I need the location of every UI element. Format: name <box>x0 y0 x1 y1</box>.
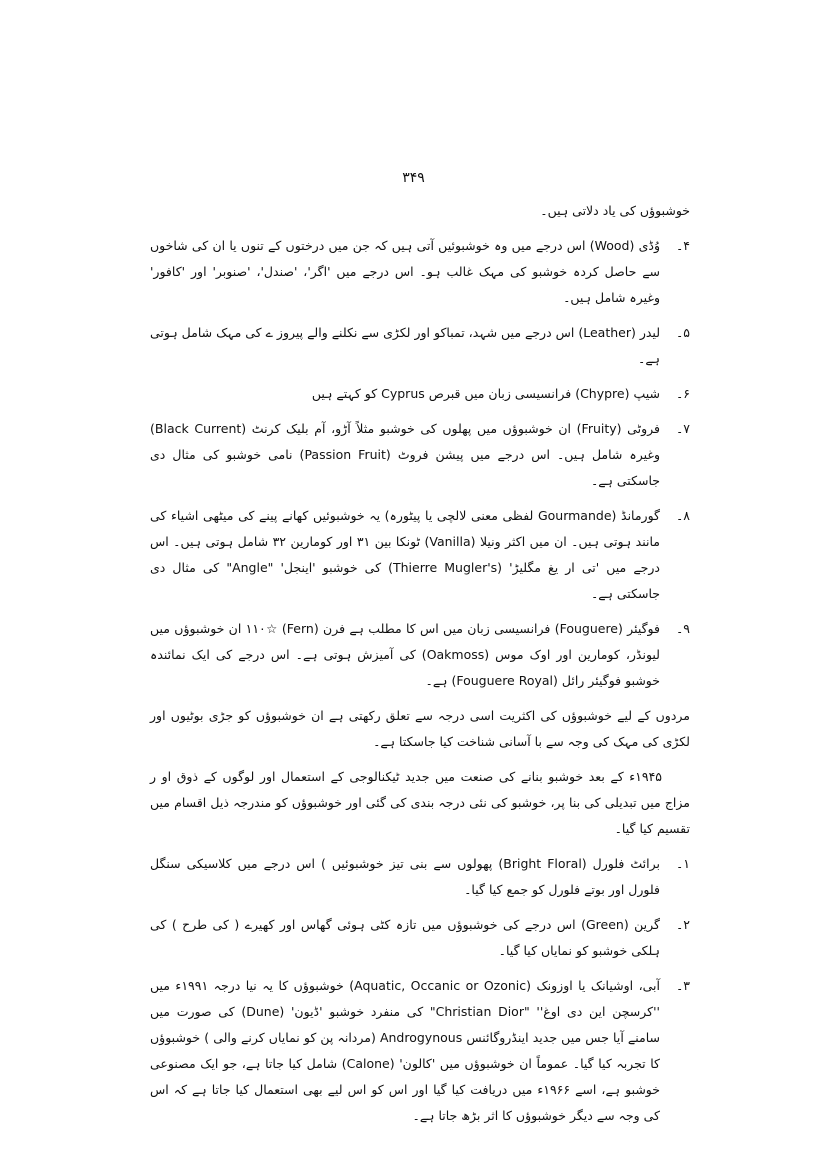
list-item <box>150 320 690 372</box>
item-number: ۳۔ <box>675 978 690 993</box>
item-text: گرین (Green) اس درجے کی خوشبوؤں میں تازہ کٹی ہوئی گھاس اور کھیرے ( کی طرح ) کی ہلکی خوشبو کو نمایاں کیا گیا۔ <box>150 917 660 958</box>
list-item <box>150 912 690 964</box>
item-number: ۲۔ <box>675 917 690 932</box>
page-number: ۳۴۹ <box>402 170 425 186</box>
item-text: گورمانڈ (Gourmande لفظی معنی لالچی یا پیٹورہ) یہ خوشبوئیں کھانے پینے کی میٹھی اشیاء کی مانند ہوتی ہیں۔ ان میں اکثر ونیلا (Vanilla) ٹونکا بین ۳۱ اور کومارین ۳۲ شامل ہوتی ہیں۔ اس درجے میں 'تی ار یغ مگلیڑ' (Thierre Mugler's) کی خوشبو 'اینجل' "Angle" کی مثال دی جاسکتی ہے۔ <box>150 508 661 601</box>
list-item <box>150 851 690 903</box>
item-text: فروٹی (Fruity) ان خوشبوؤں میں پھلوں کی خوشبو مثلاً آڑو، آم بلیک کرنٹ (Black Current) وغیرہ شامل ہیں۔ اس درجے میں پیشن فروٹ (Passion Fruit) نامی خوشبو کی مثال دی جاسکتی ہے۔ <box>150 421 660 488</box>
item-number: ۸۔ <box>675 508 690 523</box>
item-text: برائٹ فلورل (Bright Floral) پھولوں سے بنی تیز خوشبوئیں ) اس درجے میں کلاسیکی سنگل فلورل اور بوتے فلورل کو جمع کیا گیا۔ <box>150 856 660 897</box>
document-body <box>150 198 690 1138</box>
item-text: فوگیئر (Fouguere) فرانسیسی زبان میں اس کا مطلب ہے فرن (Fern) ☆۱۱۰ ان خوشبوؤں میں لیونڈر، کومارین اور اوک موس (Oakmoss) کی آمیزش ہوتی ہے۔ اس درجے کی ایک نمائندہ خوشبو فوگیئر رائل (Fouguere Royal) ہے۔ <box>150 621 660 688</box>
fragrance-list-b <box>150 851 690 1129</box>
list-item <box>150 973 690 1129</box>
item-text: آبی، اوشیانک یا اوزونک (Aquatic, Occanic or Ozonic) خوشبوؤں کا یہ نیا درجہ ۱۹۹۱ء میں ''کرسچن این دی اوغ'' "Christian Dior" کی منفرد خوشبو 'ڈیون' (Dune) کی صورت میں سامنے آیا جس میں جدید اینڈروگائنس Androgynous (مردانہ پن کو نمایاں کرنے والی ) خوشبوؤں کا تجربہ کیا گیا۔ عموماً ان خوشبوؤں میں 'کالون' (Calone) شامل کیا جاتا ہے، جو ایک مصنوعی خوشبو ہے، اسے ۱۹۶۶ء میں دریافت کیا گیا اور اس کو اس لیے بھی استعمال کیا جاتا ہے کہ اس کی وجہ سے دیگر خوشبوؤں کا اثر بڑھ جاتا ہے۔ <box>150 978 661 1123</box>
list-item <box>150 381 690 407</box>
item-number: ۱۔ <box>675 856 690 871</box>
item-text: لیدر (Leather) اس درجے میں شہد، تمباکو اور لکڑی سے نکلنے والے پیروز ے کی مہک شامل ہوتی ہے۔ <box>150 325 661 366</box>
item-number: ۷۔ <box>675 421 690 436</box>
paragraph-1945: ۱۹۴۵ء کے بعد خوشبو بنانے کی صنعت میں جدید ٹیکنالوجی کے استعمال اور لوگوں کے ذوق او ر مزاج میں تبدیلی کی بنا پر، خوشبو کی نئی درجہ بندی کی گئی اور خوشبوؤں کو مندرجہ ذیل اقسام میں تقسیم کیا گیا۔ <box>150 769 690 836</box>
item-number: ۵۔ <box>675 325 690 340</box>
paragraph-men: مردوں کے لیے خوشبوؤں کی اکثریت اسی درجہ سے تعلق رکھتی ہے ان خوشبوؤں کو جڑی بوٹیوں اور لکڑی کی مہک کی وجہ سے با آسانی شناخت کیا جاسکتا ہے۔ <box>150 708 690 749</box>
intro-line: خوشبوؤں کی یاد دلاتی ہیں۔ <box>540 203 690 218</box>
item-number: ۶۔ <box>675 386 690 401</box>
list-item <box>150 616 690 694</box>
item-number: ۹۔ <box>675 621 690 636</box>
list-item <box>150 416 690 494</box>
list-item <box>150 503 690 607</box>
item-number: ۴۔ <box>675 238 690 253</box>
item-text: شیپ (Chypre) فرانسیسی زبان میں قبرص Cyprus کو کہتے ہیں <box>311 386 660 401</box>
item-text: وُڈی (Wood) اس درجے میں وہ خوشبوئیں آتی ہیں کہ جن میں درختوں کے تنوں یا ان کی شاخوں سے حاصل کردہ خوشبو کی مہک غالب ہو۔ اس درجے میں 'اگر'، 'صندل'، 'صنوبر' اور 'کافور' وغیرہ شامل ہیں۔ <box>150 238 660 305</box>
fragrance-list-a <box>150 233 690 694</box>
list-item <box>150 233 690 311</box>
